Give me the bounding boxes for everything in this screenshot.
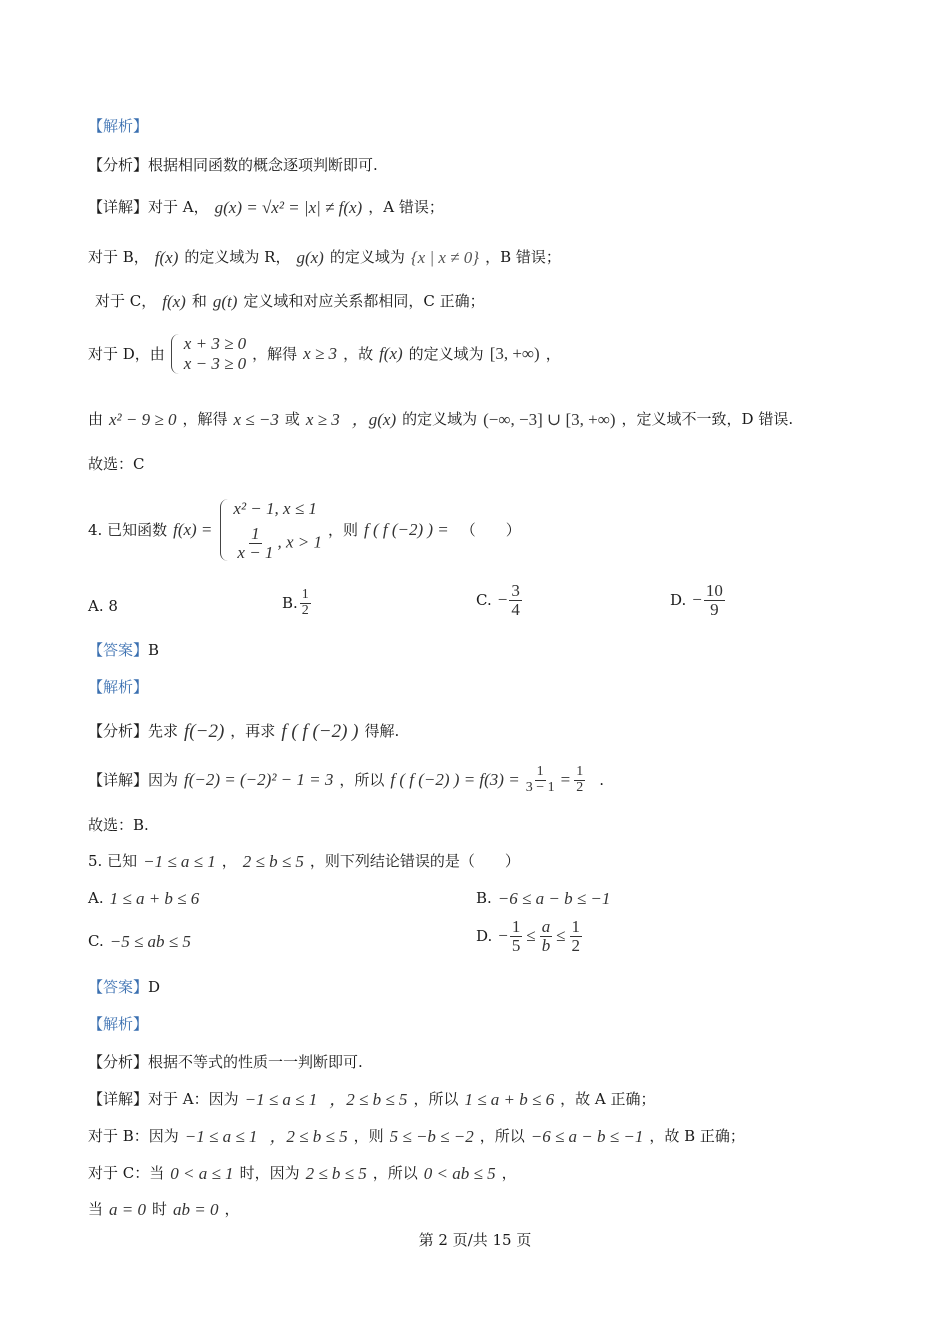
denominator: 4 [511, 599, 520, 619]
option-label: B. [476, 889, 492, 907]
math-expression: {x | x ≠ 0} [410, 248, 480, 267]
detail-line-5a [88, 1089, 655, 1110]
page-footer: 第 2 页/共 15 页 [418, 1231, 532, 1249]
fenxi-text: 根据相同函数的概念逐项判断即可. [148, 156, 378, 174]
detail-line-5d [88, 1199, 240, 1220]
option-label: D. [670, 591, 687, 610]
option-a [88, 596, 118, 616]
math-expression: ，2 ≤ b ≤ 5 [269, 1127, 348, 1146]
q5-option-a [88, 888, 205, 909]
question-text: 4. 已知函数 [88, 521, 168, 539]
detail-text: 对于 C， [95, 292, 157, 310]
question-5 [88, 851, 520, 872]
detail-line-b [88, 247, 561, 268]
brace [171, 334, 180, 374]
math-expression: −1 ≤ a ≤ 1 [184, 1127, 258, 1146]
equals-sign: = [560, 770, 571, 789]
analysis-tag: 【解析】 [88, 117, 149, 135]
numerator: a [541, 917, 551, 936]
detail-text: ，解得 [182, 410, 228, 428]
detail-text: 先求 [148, 722, 179, 740]
minus-sign: − [692, 590, 702, 610]
detail-text: ，B 错误； [485, 248, 561, 266]
question-text: ，则 [327, 521, 358, 539]
detail-text: 对于 C：当 [88, 1164, 165, 1182]
option-label: A. [88, 889, 104, 907]
detail-text: 的定义域为 R， [184, 248, 291, 266]
numerator: 1 [511, 917, 521, 936]
denominator: x − 1 [237, 542, 274, 562]
option-label: C. [476, 591, 492, 610]
xiangjie-tag: 【详解】 [88, 771, 149, 789]
option-label: A. 8 [88, 597, 118, 615]
analysis-heading-2 [88, 677, 148, 697]
detail-text: 当 [88, 1200, 104, 1218]
detail-line-e [88, 409, 793, 430]
numerator: 1 [576, 763, 584, 779]
piecewise-case [233, 525, 322, 562]
fraction [524, 765, 557, 795]
numerator: 1 [571, 917, 581, 936]
numerator: 10 [705, 581, 723, 600]
math-expression: −6 ≤ a − b ≤ −1 [497, 889, 611, 908]
detail-text: ， [224, 1200, 240, 1218]
fraction [235, 525, 275, 562]
fenxi-tag: 【分析】 [88, 1053, 149, 1071]
detail-text: 时，因为 [239, 1164, 300, 1182]
math-expression: f ( f (−2) ) [281, 721, 359, 742]
math-expression: g(t) [212, 292, 238, 311]
denominator: 2 [571, 935, 581, 955]
detail-text: 的定义域为 [402, 410, 478, 428]
q5-option-c [88, 931, 197, 952]
detail-text: 对于 A：因为 [148, 1090, 239, 1108]
conclusion-2 [88, 815, 149, 835]
option-c [476, 582, 524, 619]
math-expression: f(−2) = (−2)² − 1 = 3 [184, 770, 334, 789]
fenxi-text: 根据不等式的性质一一判断即可. [148, 1053, 363, 1071]
detail-text: ，定义域不一致，D 错误. [621, 410, 794, 428]
math-expression: f(x) [162, 292, 186, 311]
math-expression: ，2 ≤ b ≤ 5 [329, 1090, 408, 1109]
math-expression: x ≥ 3 [303, 344, 338, 363]
conclusion-text: 故选：B. [88, 816, 149, 834]
detail-text: ，再求 [230, 722, 276, 740]
answer-tag: 【答案】 [88, 978, 149, 996]
xiangjie-tag: 【详解】 [88, 1090, 149, 1108]
math-expression: x ≤ −3 [233, 410, 279, 429]
math-expression: f ( f (−2) ) = f(3) = [390, 770, 520, 789]
detail-text: 定义域和对应关系都相同，C 正确； [243, 292, 485, 310]
detail-text: ， [501, 1164, 517, 1182]
minus-sign: − [497, 590, 508, 610]
q5-option-b [476, 888, 616, 909]
detail-text: 对于 D，由 [88, 345, 165, 363]
denominator: 2 [301, 602, 309, 618]
analysis-heading-3 [88, 1014, 148, 1034]
math-expression: ，g(x) [351, 410, 397, 429]
detail-text: 的定义域为 [408, 345, 484, 363]
math-expression: f ( f (−2) ) = [363, 520, 449, 539]
option-label: B. [282, 594, 298, 613]
numerator: 1 [251, 523, 260, 543]
math-expression: −1 ≤ a ≤ 1 [143, 852, 216, 871]
math-expression: 2 ≤ b ≤ 5 [305, 1164, 367, 1183]
math-expression: (−∞, −3] ∪ [3, +∞) [483, 410, 616, 429]
analysis-summary-2 [88, 721, 399, 742]
fraction [540, 918, 553, 955]
answer-4 [88, 640, 159, 660]
system-row: x + 3 ≥ 0 [183, 334, 247, 353]
xiangjie-tag: 【详解】 [88, 198, 149, 216]
fenxi-tag: 【分析】 [88, 156, 149, 174]
math-expression: x² − 9 ≥ 0 [109, 410, 177, 429]
detail-text: ，则 [353, 1127, 384, 1145]
detail-text: 的定义域为 [329, 248, 405, 266]
option-b [282, 588, 313, 618]
math-expression: [3, +∞) [489, 344, 540, 363]
detail-text: 由 [88, 410, 104, 428]
detail-text: 或 [284, 410, 300, 428]
question-text: ，则下列结论错误的是（ ） [309, 852, 520, 870]
fenxi-tag: 【分析】 [88, 722, 149, 740]
detail-text: ，所以 [339, 771, 385, 789]
fraction [510, 918, 523, 955]
denominator: 2 [576, 779, 584, 795]
detail-line-d [88, 330, 561, 378]
math-expression: 0 < ab ≤ 5 [423, 1164, 496, 1183]
detail-text: ，所以 [479, 1127, 525, 1145]
brace [220, 499, 229, 562]
analysis-tag: 【解析】 [88, 1015, 149, 1033]
q5-option-d: D. − $\frac{1}{5}$ ≤ $\frac{a}{b}$ ≤ $\frac{1}{2}$ [476, 917, 581, 955]
math-expression: f(x) [379, 344, 403, 363]
option-d [670, 582, 727, 619]
math-expression: 2 ≤ b ≤ 5 [242, 852, 304, 871]
math-expression: −6 ≤ a − b ≤ −1 [530, 1127, 644, 1146]
conclusion-1 [88, 454, 144, 474]
detail-line-q4 [88, 760, 604, 800]
case-condition: , x > 1 [277, 531, 322, 551]
detail-text: . [599, 771, 604, 789]
math-expression: ab = 0 [173, 1200, 219, 1219]
denominator: 5 [511, 935, 521, 955]
detail-text: 和 [191, 292, 207, 310]
inequality-system [171, 334, 246, 374]
answer-tag: 【答案】 [88, 641, 149, 659]
question-text: ， [221, 852, 237, 870]
analysis-summary-1 [88, 155, 378, 175]
denominator: 9 [710, 599, 719, 619]
math-expression: 1 ≤ a + b ≤ 6 [109, 889, 200, 908]
math-expression: 1 ≤ a + b ≤ 6 [464, 1090, 555, 1109]
detail-text: ，所以 [372, 1164, 418, 1182]
detail-text: ，故 A 正确； [560, 1090, 656, 1108]
fraction [570, 918, 583, 955]
math-expression: g(x) [296, 248, 324, 267]
answer-5 [88, 977, 160, 997]
piecewise-case: x² − 1, x ≤ 1 [233, 498, 317, 518]
detail-text: 得解. [364, 722, 400, 740]
math-expression: f(x) [154, 248, 179, 267]
detail-text: ，故 B 正确； [649, 1127, 745, 1145]
math-expression: a = 0 [109, 1200, 146, 1219]
numerator: 1 [536, 763, 544, 779]
math-expression: x ≥ 3 [305, 410, 340, 429]
answer-value: B [148, 641, 160, 659]
detail-text: 对于 A， [148, 198, 209, 216]
detail-text: ， [545, 345, 561, 363]
detail-text: ，故 [343, 345, 374, 363]
numerator: 3 [511, 581, 520, 600]
system-row: x − 3 ≥ 0 [183, 354, 247, 373]
detail-text: ，解得 [252, 345, 298, 363]
math-expression: −1 ≤ a ≤ 1 [244, 1090, 318, 1109]
math-expression: 5 ≤ −b ≤ −2 [389, 1127, 474, 1146]
denominator: b [541, 935, 551, 955]
detail-line-5b [88, 1126, 745, 1147]
math-expression: −5 ≤ ab ≤ 5 [109, 932, 191, 951]
option-label: C. [88, 932, 104, 950]
conclusion-text: 故选：C [88, 455, 145, 473]
math-expression: f(−2) [184, 721, 225, 742]
detail-text: ，A 错误； [368, 198, 444, 216]
math-expression: 0 < a ≤ 1 [170, 1164, 234, 1183]
detail-text: 时 [152, 1200, 168, 1218]
math-expression: g(x) = √x² = |x| ≠ f(x) [214, 198, 363, 217]
analysis-heading-1 [88, 116, 148, 136]
answer-value: D [148, 978, 161, 996]
detail-text: ，所以 [413, 1090, 459, 1108]
question-4 [88, 490, 521, 570]
question-text: 5. 已知 [88, 852, 138, 870]
fraction [704, 582, 725, 619]
answer-blank: （ ） [460, 521, 521, 539]
option-label: D. [476, 927, 493, 946]
detail-line-c [95, 291, 485, 312]
fraction [300, 588, 311, 618]
denominator: 3 − 1 [525, 779, 555, 795]
piecewise-function [220, 499, 322, 562]
analysis-tag: 【解析】 [88, 678, 149, 696]
math-expression: f(x) = [173, 520, 213, 539]
detail-text: 因为 [148, 771, 179, 789]
detail-line-5c [88, 1163, 517, 1184]
detail-line-a [88, 197, 444, 218]
fraction [574, 765, 585, 795]
fraction [509, 582, 522, 619]
detail-text: 对于 B， [88, 248, 149, 266]
numerator: 1 [301, 587, 309, 602]
detail-text: 对于 B：因为 [88, 1127, 179, 1145]
analysis-summary-3 [88, 1052, 363, 1072]
